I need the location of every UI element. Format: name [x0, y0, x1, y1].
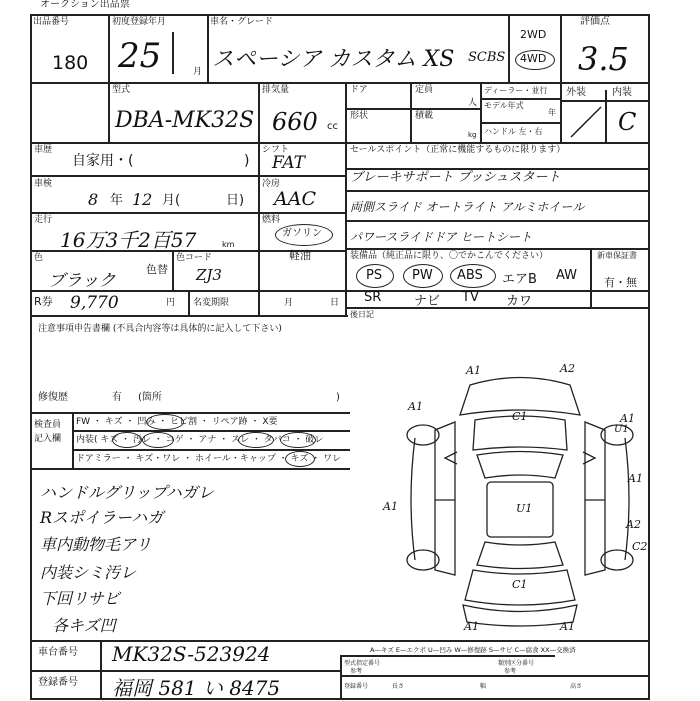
handle-label: ハンドル 左・右	[484, 127, 543, 136]
capacity-label: 定員	[415, 85, 434, 95]
rule	[30, 142, 650, 144]
person-unit: 人	[468, 98, 478, 108]
sales-points-label: セールスポイント（正常に機能するものに限ります）	[350, 145, 566, 155]
equip-airbag: エアB	[502, 272, 537, 287]
postscript-label: 後日記	[350, 310, 374, 319]
equip-navi: ナビ	[414, 294, 441, 309]
damage-mark: A1	[466, 364, 481, 377]
sales-point-1: ブレーキサポート プッシュスタート	[350, 170, 561, 185]
handwritten-note: 内装シミ汚レ	[40, 563, 137, 582]
recycle: 9,770	[70, 293, 119, 313]
dirt-circle	[142, 432, 174, 448]
rule	[172, 32, 174, 74]
handwritten-note: 車内動物毛アリ	[40, 535, 152, 554]
rule	[560, 14, 562, 142]
rule	[410, 82, 412, 142]
height-label: 高さ	[570, 683, 583, 690]
chassis-number: MK32S-523924	[112, 642, 271, 666]
damage-mark: C1	[512, 410, 528, 423]
header-fragment: オークション出品票	[40, 0, 130, 10]
rule	[345, 82, 347, 315]
rule	[480, 98, 560, 100]
sales-point-2: 両側スライド オートライト アルミホイール	[350, 200, 585, 214]
rule	[560, 100, 650, 102]
reg-label: 登録番号	[38, 677, 78, 688]
inspection-year-unit: 年	[110, 193, 124, 208]
cc-unit: cc	[327, 121, 338, 132]
equip-pw: PW	[412, 268, 433, 283]
rule	[72, 412, 74, 468]
car-name: スペーシア カスタム XS	[212, 47, 455, 72]
rule	[30, 14, 650, 16]
scratch-circle	[112, 432, 142, 448]
inspector-label2: 記入欄	[34, 434, 62, 444]
equip-ps: PS	[366, 268, 383, 283]
kg-unit: kg	[468, 131, 477, 139]
rule	[100, 640, 102, 699]
inspection-year: 8	[88, 190, 99, 209]
registration-label: 登録番号	[344, 683, 369, 690]
car-name-label: 車名・グレード	[210, 17, 274, 27]
inspection-month-unit: 月(	[162, 193, 181, 208]
fuel-label: 燃料	[262, 215, 281, 225]
rule	[590, 248, 592, 307]
light-oil: 軽油	[289, 249, 311, 262]
interior-label: 内装	[612, 87, 632, 98]
damage-mark: A1	[464, 620, 479, 633]
score-label: 評価点	[580, 16, 610, 27]
rule	[108, 14, 110, 142]
shape-label: 形状	[350, 111, 369, 121]
model-label: 型式	[112, 85, 131, 95]
sales-point-3: パワースライドドア ヒートシート	[350, 230, 533, 244]
color: ブラック	[48, 271, 116, 291]
transfer-month: 月	[284, 298, 294, 308]
car-use-label: 車歴	[34, 145, 53, 155]
equip-tv: TV	[462, 290, 479, 305]
rule	[605, 90, 607, 142]
rule	[508, 14, 510, 82]
handwritten-note: ハンドルグリップハガレ	[40, 483, 214, 502]
rule	[207, 14, 209, 82]
damage-mark: A1	[628, 472, 643, 485]
rule	[340, 655, 342, 699]
shift: FAT	[272, 153, 306, 173]
rule	[30, 290, 650, 292]
model: DBA-MK32S	[115, 108, 255, 133]
tobacco-circle	[280, 432, 316, 448]
damage-mark: A1	[383, 500, 398, 513]
yen-unit: 円	[166, 298, 176, 308]
drive-4wd: 4WD	[520, 52, 547, 65]
handwritten-note: 下回リサビ	[40, 589, 120, 608]
recycle-label: R券	[34, 295, 53, 308]
inspection-day-unit: 日)	[226, 193, 245, 208]
exterior-slash	[565, 103, 605, 141]
location-label: (箇所	[138, 392, 162, 403]
inspector-row3: ドアミラー ・ キズ・ワレ ・ ホイール・キャップ ・ キズ ・ ワレ	[76, 454, 342, 464]
equipment-label: 装備品（純正品に限り、〇でかこんでください）	[350, 251, 549, 261]
color-code-label: 色コード	[176, 253, 213, 263]
length-label: 長さ	[392, 683, 405, 690]
interior-grade: C	[618, 108, 637, 136]
repair-value: 有	[112, 392, 122, 403]
cert-label: 型式指定番号	[344, 660, 381, 667]
damage-mark: A2	[560, 362, 575, 375]
rule	[30, 468, 350, 470]
dent-circle	[146, 414, 184, 430]
year-unit: 年	[548, 108, 556, 117]
mileage-label: 走行	[34, 215, 53, 225]
damage-mark: A1	[560, 620, 575, 633]
fuel: ガソリン	[282, 228, 322, 239]
location-close: )	[336, 392, 340, 403]
damage-mark: U1	[614, 424, 629, 435]
inspector-row1: FW ・ キズ ・ 凹み ・ ヒビ割 ・ リペア跡 ・ X要	[76, 417, 278, 427]
rule	[30, 14, 32, 699]
damage-mark: A1	[408, 400, 423, 413]
rule	[345, 190, 650, 192]
equip-aw: AW	[556, 268, 578, 283]
transfer-day: 日	[330, 298, 340, 308]
rule	[340, 675, 650, 677]
aircon: AAC	[274, 188, 316, 210]
displacement-label: 排気量	[262, 85, 290, 95]
color-change-label: 色替	[146, 263, 168, 276]
equip-abs: ABS	[457, 268, 483, 283]
month-unit: 月	[193, 67, 203, 77]
rule	[345, 220, 650, 222]
rule	[30, 82, 650, 84]
width-label: 幅	[480, 683, 487, 690]
equip-sr: SR	[364, 290, 382, 305]
reg-number: 福岡 581 い 8475	[112, 676, 281, 700]
car-grade-extra: SCBS	[468, 50, 506, 65]
displacement: 660	[272, 108, 318, 136]
rule	[30, 175, 345, 177]
drive-2wd: 2WD	[520, 28, 547, 41]
exterior-label: 外装	[566, 87, 586, 98]
rule	[188, 290, 190, 315]
rule	[258, 142, 260, 315]
rule	[72, 430, 350, 432]
rule	[345, 108, 480, 110]
car-use: 自家用・(	[72, 153, 134, 169]
dealer-label: ディーラー・並行	[484, 86, 548, 95]
rule	[345, 248, 650, 250]
category-label: 類別区分番号	[498, 660, 535, 667]
inspection-month: 12	[132, 190, 153, 209]
rule	[480, 122, 560, 124]
transfer-label: 名変期限	[193, 298, 230, 308]
wheel-scratch-circle	[285, 451, 315, 467]
rule	[480, 82, 482, 142]
color-label: 色	[34, 253, 44, 263]
equip-abs-circle	[450, 264, 496, 288]
first-reg-year: 25	[118, 36, 162, 76]
first-reg-label: 初度登録年月	[112, 17, 167, 27]
door-label: ドア	[350, 85, 368, 95]
lot-number: 180	[52, 52, 89, 74]
damage-legend: A—キズ E—エクボ U—凹み W—修復跡 S—サビ C—腐食 XX—交換済	[370, 646, 576, 654]
rule	[30, 212, 345, 214]
rule	[172, 250, 174, 290]
km-unit: km	[222, 240, 235, 249]
color-code: ZJ3	[196, 266, 222, 284]
model-year-label: モデル年式	[484, 101, 524, 110]
mileage: 16万3千2百57	[60, 228, 197, 252]
car-diagram	[395, 360, 648, 635]
notes-label: 注意事項申告書欄 (不具合内容等は具体的に記入して下さい)	[38, 324, 282, 334]
equip-kawa: カワ	[506, 294, 533, 309]
inspection-label: 車検	[34, 179, 53, 189]
warranty-label: 新車保証書	[597, 251, 637, 260]
equip-pw-circle	[403, 264, 443, 288]
damage-mark: U1	[516, 502, 533, 515]
ref-label: 参考	[350, 668, 363, 675]
rule	[258, 82, 260, 142]
chassis-label: 車台番号	[38, 647, 78, 658]
handwritten-note: 各キズ凹	[52, 616, 116, 635]
ref-label-2: 参考	[504, 668, 517, 675]
rule	[30, 412, 350, 414]
rule	[340, 655, 555, 657]
damage-mark: C1	[512, 578, 528, 591]
score: 3.5	[578, 40, 629, 78]
repair-label: 修復歴	[38, 392, 68, 403]
rule	[345, 307, 650, 309]
inspector-label: 検査員	[34, 420, 62, 430]
rule	[30, 315, 348, 317]
damage-mark: C2	[632, 540, 648, 553]
shift-label: シフト	[262, 145, 290, 155]
rule	[72, 449, 350, 451]
inspector-row2: 内装( キズ ・ 汚レ ・ コゲ ・ アナ ・ スレ ・ タバコ ・ 破レ	[76, 435, 324, 445]
aircon-label: 冷房	[262, 179, 281, 189]
equip-ps-circle	[356, 264, 394, 288]
wear-circle	[238, 432, 274, 448]
lot-label: 出品番号	[33, 17, 70, 27]
damage-mark: A2	[626, 518, 641, 531]
handwritten-note: Rスポイラーハガ	[40, 508, 164, 527]
warranty-value: 有・無	[604, 276, 637, 289]
damage-mark: A1	[620, 412, 635, 425]
cargo-label: 積載	[415, 111, 434, 121]
rule	[648, 14, 650, 699]
car-use-close: )	[244, 153, 250, 169]
